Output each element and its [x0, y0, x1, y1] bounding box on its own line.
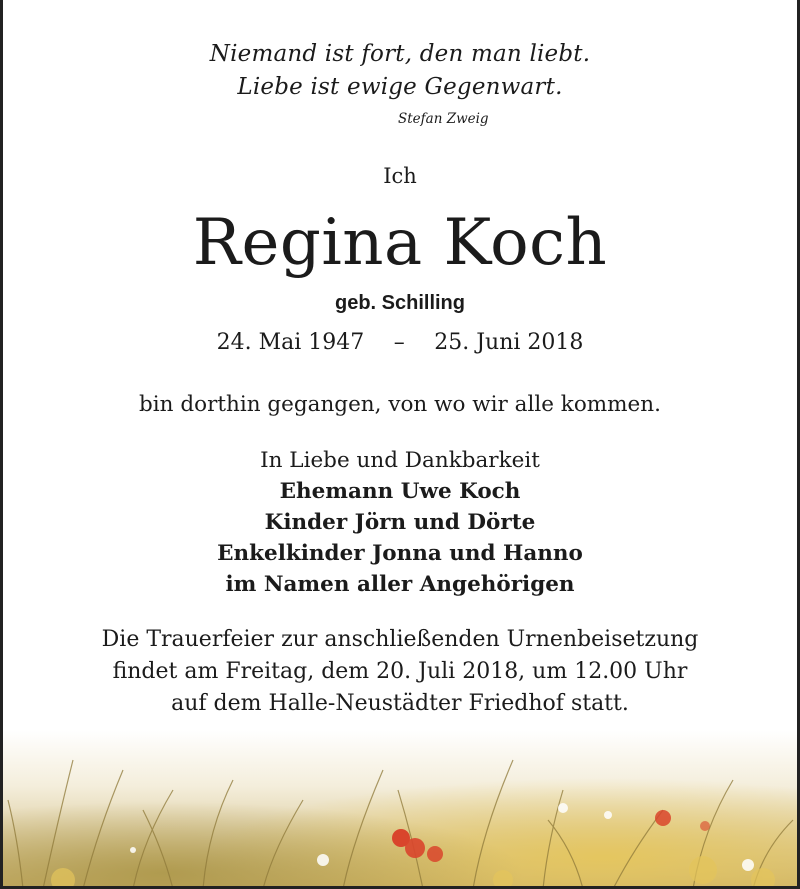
statement: bin dorthin gegangen, von wo wir alle kommen. [139, 392, 661, 417]
mourner-line: Ehemann Uwe Koch [279, 479, 521, 504]
birth-date: 24. Mai 1947 [216, 330, 365, 355]
life-dates [3, 330, 797, 355]
mourner-line: im Namen aller Angehörigen [225, 572, 575, 597]
mourner-line: Enkelkinder Jonna und Hanno [217, 541, 583, 566]
service-line-2: findet am Freitag, dem 20. Juli 2018, um 12.00 Uhr [112, 659, 688, 684]
intro-text: Ich [383, 164, 417, 188]
service-line-3: auf dem Halle-Neustädter Friedhof statt. [171, 691, 629, 716]
meadow-image [3, 730, 800, 889]
quote-author: Stefan Zweig [398, 111, 489, 127]
mourners-intro: In Liebe und Dankbarkeit [260, 448, 540, 473]
death-date: 25. Juni 2018 [434, 330, 584, 355]
deceased-name: Regina Koch [192, 206, 608, 280]
quote-line-1: Niemand ist fort, den man liebt. [209, 41, 591, 67]
service-line-1: Die Trauerfeier zur anschließenden Urnenbeisetzung [101, 627, 699, 652]
mourner-line: Kinder Jörn und Dörte [264, 510, 536, 535]
date-dash: – [393, 330, 405, 355]
quote-line-2: Liebe ist ewige Gegenwart. [237, 74, 563, 100]
maiden-name: geb. Schilling [334, 292, 465, 314]
